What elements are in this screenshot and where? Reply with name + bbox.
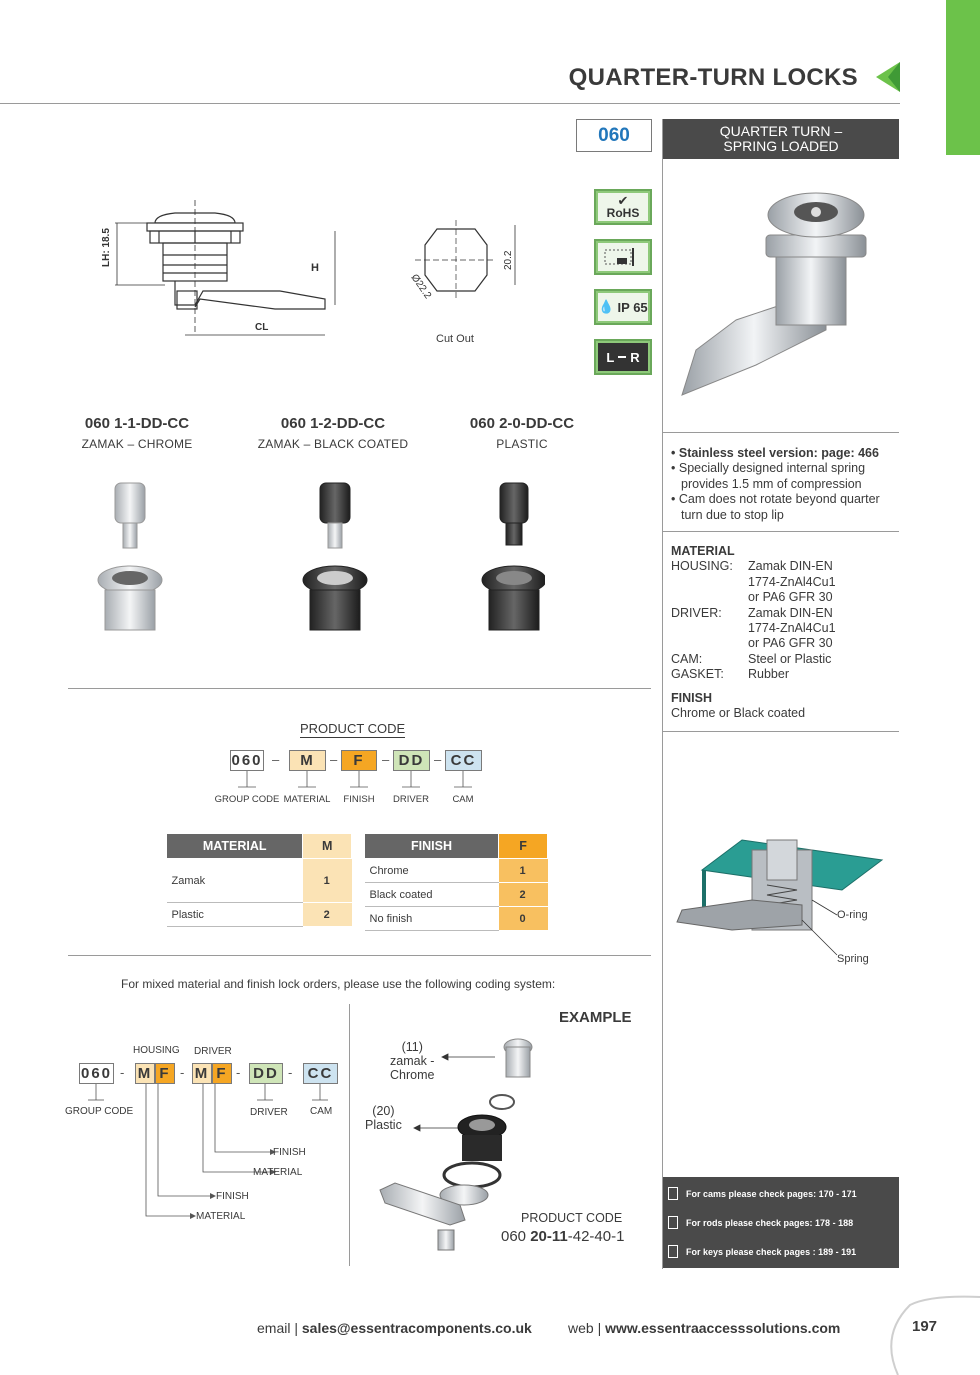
bullet-text: Specially designed internal spring provides 1.5 mm of compression bbox=[678, 461, 866, 491]
lh-dimension: LH: 18.5 bbox=[101, 228, 112, 267]
web-link[interactable]: www.essentraaccesssolutions.com bbox=[605, 1320, 841, 1336]
table-cell: 2 bbox=[499, 883, 548, 907]
left-label: L bbox=[606, 349, 615, 365]
ip-rating-icon: 💧 bbox=[598, 299, 615, 314]
label-finish: FINISH bbox=[343, 794, 375, 805]
spec-value: or PA6 GFR 30 bbox=[748, 590, 833, 605]
panel-icon bbox=[603, 246, 643, 268]
label-driver: DRIVER bbox=[393, 794, 429, 805]
table-cell: 2 bbox=[303, 903, 352, 927]
cutout-label: Cut Out bbox=[436, 333, 474, 345]
spec-value: or PA6 GFR 30 bbox=[748, 636, 833, 651]
section-view-image bbox=[672, 830, 892, 960]
page-title: QUARTER-TURN LOCKS bbox=[568, 64, 858, 91]
email-label: email | bbox=[257, 1320, 298, 1336]
material-table-header: MATERIAL bbox=[167, 834, 303, 859]
callout-text: (11) bbox=[401, 1040, 423, 1054]
housing-label: HOUSING bbox=[133, 1045, 180, 1056]
bullet-item: • Specially designed internal spring provides 1.5 mm of compression bbox=[671, 461, 866, 491]
column-divider bbox=[662, 119, 663, 1269]
diameter-dimension: Ø22.2 bbox=[408, 272, 434, 302]
technical-drawing bbox=[95, 195, 345, 345]
separator-dash: – bbox=[330, 752, 338, 767]
bullet-item: • Stainless steel version: page: 466 bbox=[671, 446, 879, 460]
tree-label-material-2: MATERIAL bbox=[196, 1211, 246, 1222]
spring-label: Spring bbox=[837, 953, 869, 965]
variant-desc-1: ZAMAK – CHROME bbox=[81, 437, 193, 451]
mixed-tree-lines bbox=[70, 1084, 350, 1224]
spec-key: CAM: bbox=[671, 651, 703, 666]
banner-line-1: QUARTER TURN – bbox=[719, 123, 843, 139]
reference-item[interactable] bbox=[668, 1187, 857, 1200]
material-table bbox=[166, 833, 352, 927]
separator-dash: - bbox=[120, 1065, 125, 1080]
document-icon bbox=[668, 1187, 678, 1200]
separator-dash: – bbox=[272, 752, 280, 767]
banner-line-2: SPRING LOADED bbox=[723, 138, 839, 154]
oring-label: O-ring bbox=[837, 909, 868, 921]
table-cell: Black coated bbox=[365, 883, 499, 907]
variant-code-2: 060 1-2-DD-CC bbox=[280, 415, 386, 432]
finish-table bbox=[364, 833, 548, 931]
table-cell: 1 bbox=[303, 859, 352, 903]
reference-item[interactable] bbox=[668, 1216, 853, 1229]
spec-value: Steel or Plastic bbox=[748, 651, 832, 666]
bullet-text: Stainless steel version: page: 466 bbox=[678, 446, 879, 460]
spec-key: DRIVER: bbox=[671, 605, 722, 620]
reference-item[interactable] bbox=[668, 1245, 856, 1258]
mixed-group-label: GROUP CODE bbox=[65, 1106, 134, 1117]
variant-images bbox=[95, 478, 545, 638]
segment-finish: F bbox=[341, 750, 377, 771]
series-code: 060 bbox=[576, 119, 652, 152]
cl-dimension: CL bbox=[255, 322, 269, 333]
variant-code-3: 060 2-0-DD-CC bbox=[469, 415, 575, 432]
document-icon bbox=[668, 1216, 678, 1229]
separator-dash: - bbox=[180, 1065, 185, 1080]
finish-table-code-header: F bbox=[499, 834, 548, 859]
table-cell: Plastic bbox=[167, 903, 303, 927]
panel-mount-badge bbox=[594, 239, 652, 275]
segment-cam: CC bbox=[445, 750, 482, 771]
finish-table-header: FINISH bbox=[365, 834, 499, 859]
mixed-intro: For mixed material and finish lock orders, please use the following coding system: bbox=[121, 977, 556, 991]
ip-rating-label: IP 65 bbox=[617, 299, 648, 315]
separator-dash: – bbox=[382, 752, 390, 767]
spec-key: GASKET: bbox=[671, 667, 724, 682]
tree-label-material-1: MATERIAL bbox=[253, 1167, 303, 1178]
web-label: web | bbox=[568, 1320, 602, 1336]
product-code-title: PRODUCT CODE bbox=[300, 721, 406, 736]
reference-text[interactable]: For cams please check pages: 170 - 171 bbox=[686, 1188, 857, 1199]
segment-material: M bbox=[289, 750, 326, 771]
mixed-segment-cam: CC bbox=[303, 1063, 338, 1084]
variant-code-1: 060 1-1-DD-CC bbox=[84, 415, 190, 432]
reference-text[interactable]: For rods please check pages: 178 - 188 bbox=[686, 1217, 854, 1228]
example-product-code bbox=[501, 1228, 624, 1245]
finish-value: Chrome or Black coated bbox=[671, 706, 806, 721]
pc-prefix: 060 bbox=[501, 1228, 531, 1245]
rohs-label: RoHS bbox=[606, 205, 640, 220]
variant-desc-3: PLASTIC bbox=[496, 437, 548, 451]
width-dimension: 20.2 bbox=[503, 250, 514, 270]
separator-dash: - bbox=[236, 1065, 241, 1080]
ip-rating-badge bbox=[594, 289, 652, 325]
mixed-segment-driver-finish: F bbox=[212, 1063, 232, 1084]
rule bbox=[663, 432, 899, 433]
callout-text: Plastic bbox=[365, 1118, 402, 1132]
spec-value: Zamak DIN-EN bbox=[748, 605, 833, 620]
lock-product-image bbox=[676, 180, 886, 410]
rule bbox=[663, 531, 899, 532]
email-link[interactable]: sales@essentracomponents.co.uk bbox=[301, 1320, 532, 1336]
header-rule bbox=[0, 103, 900, 104]
label-material: MATERIAL bbox=[283, 794, 331, 805]
segment-driver: DD bbox=[393, 750, 430, 771]
spec-value: Rubber bbox=[748, 667, 789, 682]
mixed-driver-label: DRIVER bbox=[250, 1107, 288, 1118]
footer-email bbox=[257, 1320, 532, 1336]
table-cell: Chrome bbox=[365, 859, 499, 883]
rohs-badge bbox=[594, 189, 652, 225]
right-label: R bbox=[630, 349, 640, 365]
pc-bold-part: 20-11 bbox=[530, 1228, 568, 1245]
material-heading: MATERIAL bbox=[671, 544, 735, 558]
variant-desc-2: ZAMAK – BLACK COATED bbox=[257, 437, 409, 451]
callout-text: Chrome bbox=[390, 1068, 435, 1082]
green-side-tab bbox=[946, 0, 980, 155]
checkmark-icon: ✔ bbox=[617, 192, 629, 208]
rule bbox=[68, 688, 651, 689]
left-right-icon bbox=[618, 356, 626, 358]
material-specs bbox=[671, 544, 901, 721]
mixed-segment-driver-material: M bbox=[192, 1063, 212, 1084]
spec-value: 1774-ZnAl4Cu1 bbox=[748, 621, 836, 636]
mixed-segment-driver: DD bbox=[249, 1063, 283, 1084]
mixed-segment-group: 060 bbox=[80, 1065, 113, 1082]
spec-value: Zamak DIN-EN bbox=[748, 559, 833, 574]
bullet-text: Cam does not rotate beyond quarter turn due to stop lip bbox=[678, 492, 880, 522]
spec-key: HOUSING: bbox=[671, 559, 733, 574]
footer-web bbox=[568, 1320, 840, 1336]
segment-group-code: 060 bbox=[231, 752, 263, 769]
label-group-code: GROUP CODE bbox=[214, 794, 280, 805]
label-cam: CAM bbox=[452, 794, 474, 805]
chevron-left-icon bbox=[874, 60, 902, 94]
exploded-lock-image bbox=[370, 1035, 550, 1260]
finish-heading: FINISH bbox=[671, 690, 712, 705]
material-table-code-header: M bbox=[303, 834, 352, 859]
table-cell: No finish bbox=[365, 907, 499, 931]
document-icon bbox=[668, 1245, 678, 1258]
example-heading: EXAMPLE bbox=[559, 1009, 632, 1026]
table-cell: 0 bbox=[499, 907, 548, 931]
table-cell: 1 bbox=[499, 859, 548, 883]
page-number: 197 bbox=[912, 1318, 938, 1335]
rule bbox=[68, 955, 651, 956]
separator-dash: - bbox=[288, 1065, 293, 1080]
code-connectors bbox=[210, 771, 500, 793]
separator-dash: – bbox=[434, 752, 442, 767]
feature-bullets bbox=[671, 446, 901, 523]
tree-label-finish-1: FINISH bbox=[273, 1147, 306, 1158]
driver-top-label: DRIVER bbox=[194, 1046, 232, 1057]
series-banner bbox=[663, 119, 899, 159]
tree-label-finish-2: FINISH bbox=[216, 1191, 249, 1202]
page-corner-curve bbox=[880, 1295, 980, 1375]
callout-text: zamak - bbox=[390, 1054, 435, 1068]
spec-value: 1774-ZnAl4Cu1 bbox=[748, 574, 836, 589]
reference-text[interactable]: For keys please check pages : 189 - 191 bbox=[686, 1246, 857, 1257]
example-pc-label: PRODUCT CODE bbox=[521, 1211, 623, 1225]
callout-text: (20) bbox=[372, 1104, 395, 1118]
mixed-cam-label: CAM bbox=[310, 1106, 333, 1117]
pc-suffix: -42-40-1 bbox=[567, 1228, 625, 1245]
rule bbox=[663, 731, 899, 732]
bullet-item: • Cam does not rotate beyond quarter turn due to stop lip bbox=[671, 492, 880, 522]
table-cell: Zamak bbox=[167, 859, 303, 903]
left-right-badge bbox=[594, 339, 652, 375]
mixed-segment-housing-material: M bbox=[135, 1063, 155, 1084]
h-dimension: H bbox=[311, 262, 319, 274]
mixed-segment-housing-finish: F bbox=[155, 1063, 175, 1084]
cutout-drawing bbox=[395, 215, 525, 305]
